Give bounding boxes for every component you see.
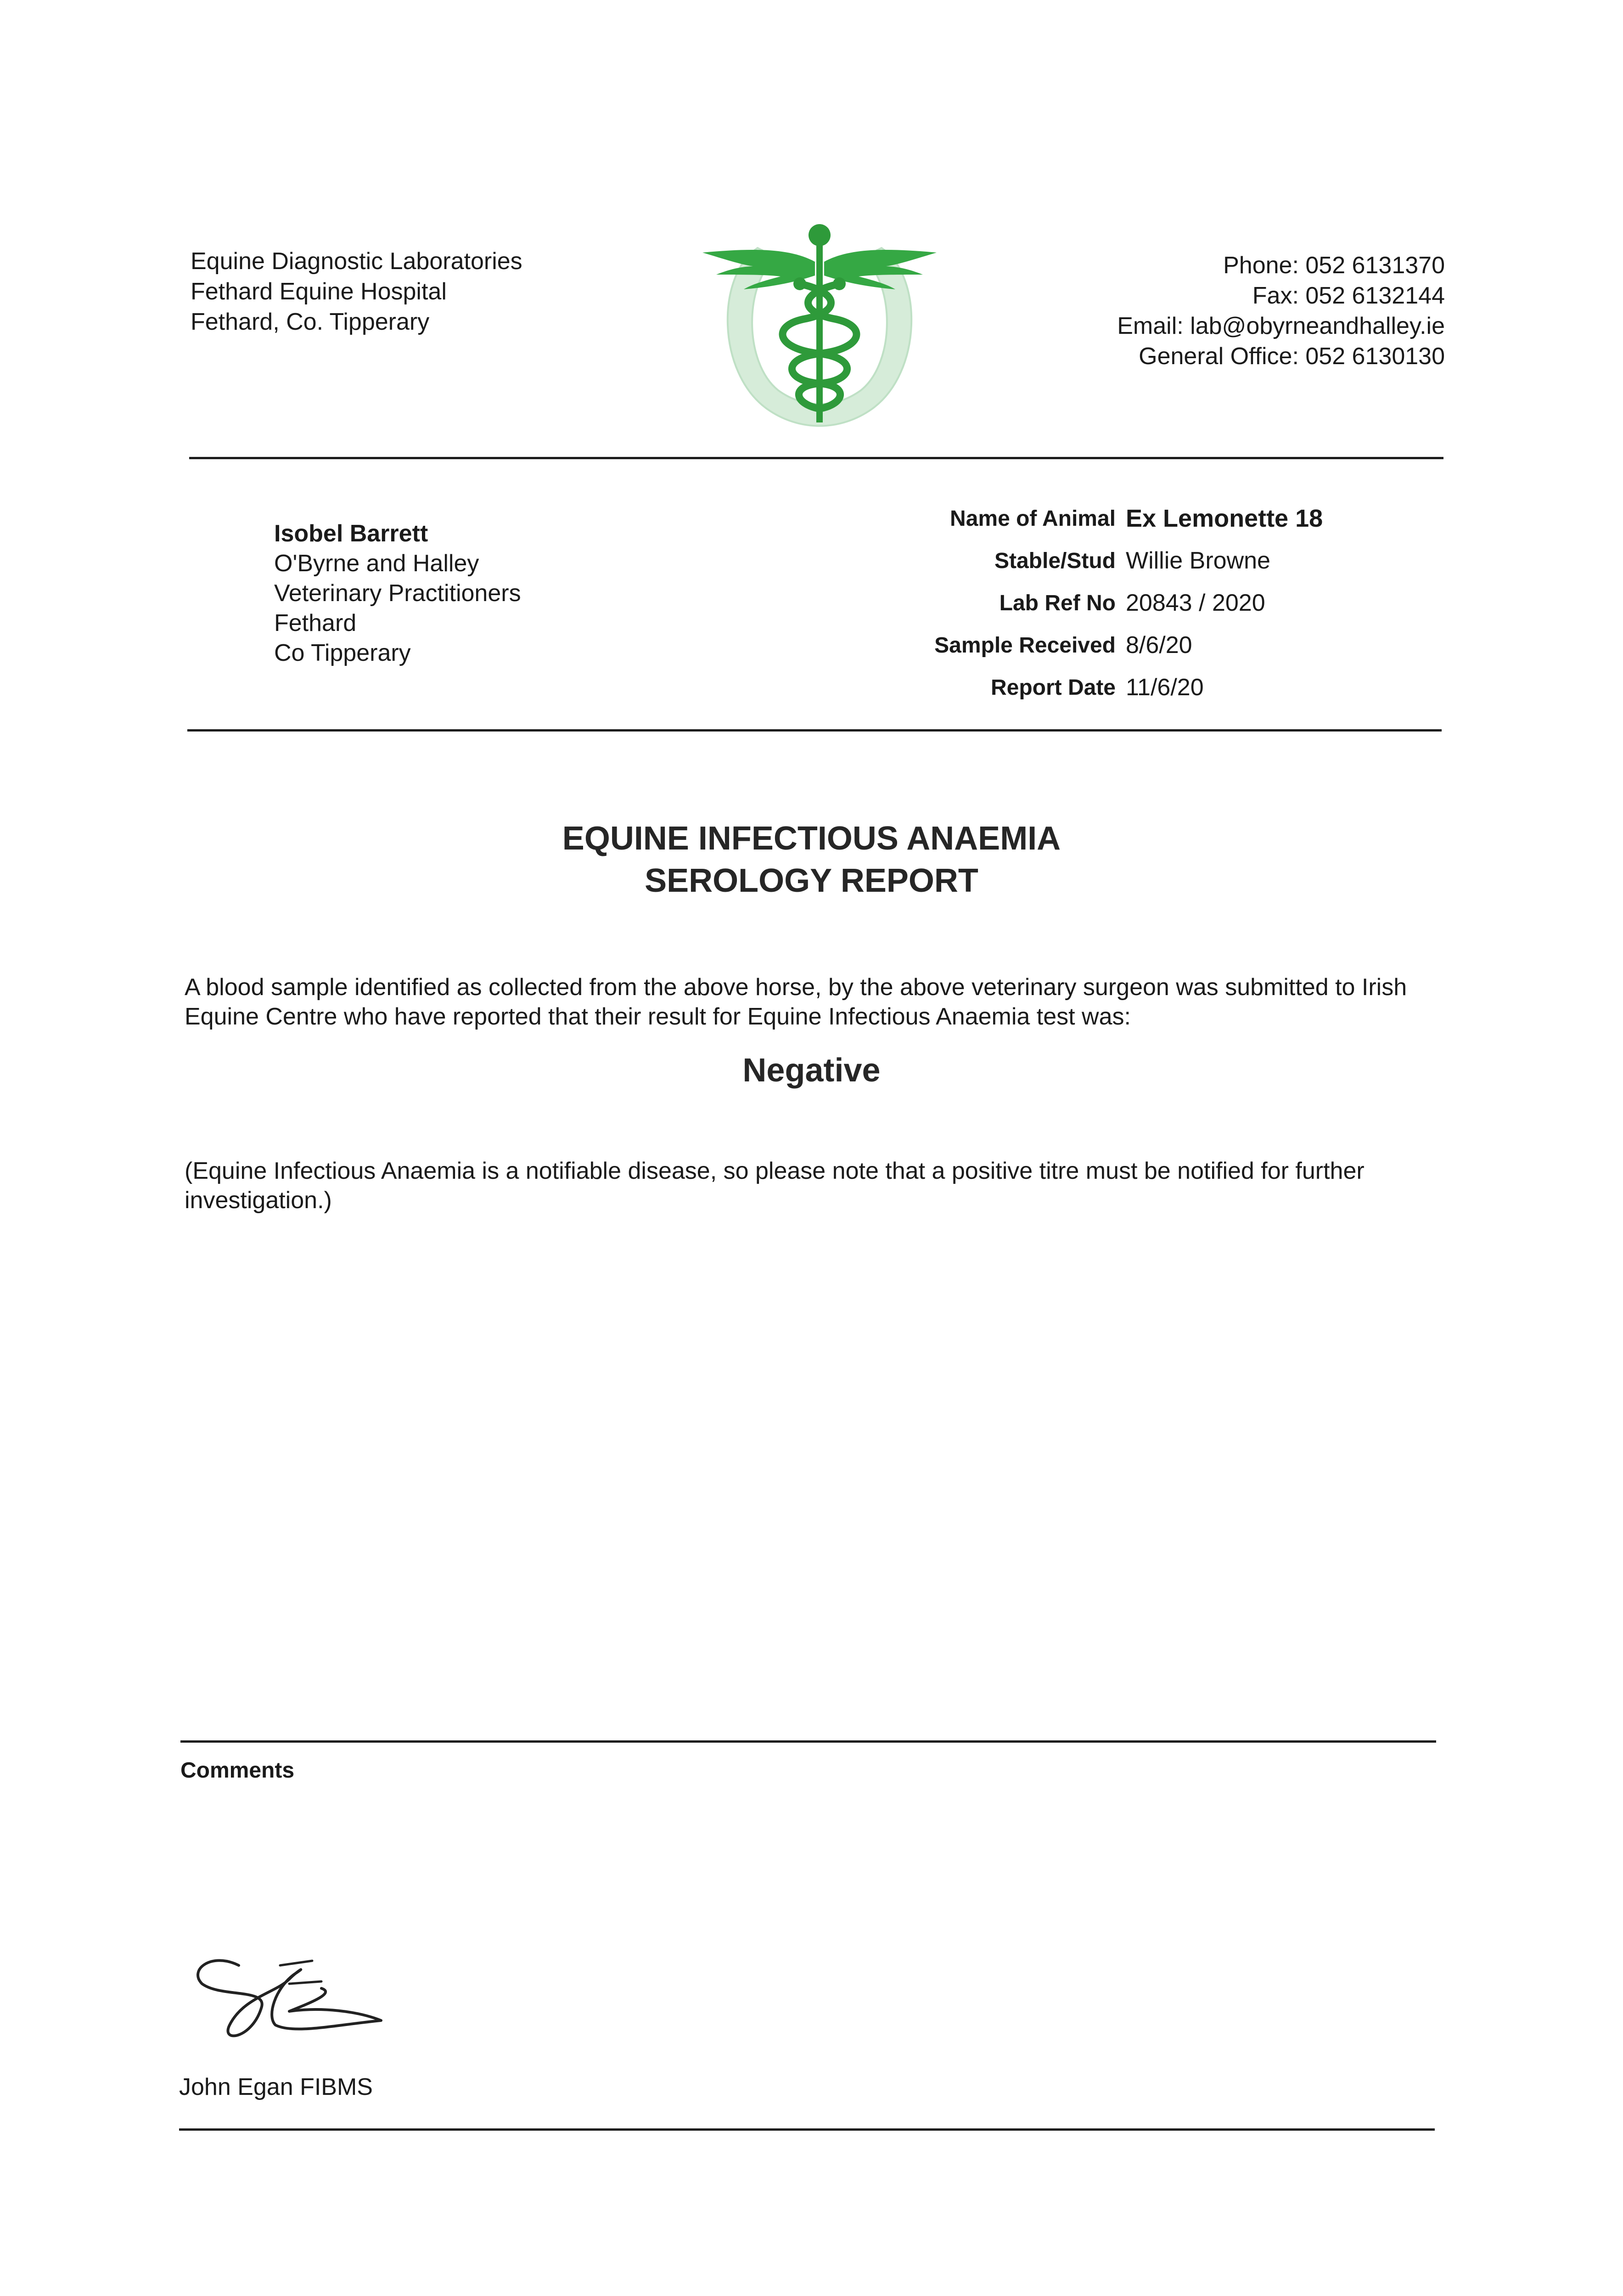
contact-block <box>1117 250 1445 371</box>
lab-address <box>191 246 522 337</box>
caduceus-logo-icon <box>698 220 941 432</box>
phone: Phone: 052 6131370 <box>1223 252 1445 279</box>
general-office: General Office: 052 6130130 <box>1139 343 1445 370</box>
field-value: 11/6/20 <box>1126 674 1204 701</box>
field-label: Sample Received <box>934 633 1116 658</box>
report-title-line2: SEROLOGY REPORT <box>645 862 978 899</box>
footer-divider <box>179 2128 1435 2131</box>
field-label: Stable/Stud <box>994 548 1116 573</box>
lab-hospital: Fethard Equine Hospital <box>191 278 447 305</box>
comments-label: Comments <box>180 1758 295 1783</box>
recipient-line: Co Tipperary <box>274 640 411 666</box>
field-label: Report Date <box>990 675 1116 700</box>
header-divider <box>189 457 1443 459</box>
lab-ref-row <box>886 582 1323 624</box>
comments-divider <box>180 1740 1436 1743</box>
field-label: Name of Animal <box>950 506 1116 531</box>
recipient-line: Fethard <box>274 610 357 636</box>
stable-row <box>886 540 1323 582</box>
recipient-line: Veterinary Practitioners <box>274 580 521 607</box>
report-title <box>0 817 1623 902</box>
email: Email: lab@obyrneandhalley.ie <box>1117 313 1445 339</box>
notifiable-note: (Equine Infectious Anaemia is a notifiable disease, so please note that a positive titre must be notified for further investigation.) <box>185 1158 1365 1214</box>
details-divider <box>187 729 1442 732</box>
test-result: Negative <box>742 1052 881 1089</box>
fax: Fax: 052 6132144 <box>1252 282 1445 309</box>
report-intro: A blood sample identified as collected from the above horse, by the above veterinary surgeon was submitted to Irish Equine Centre who have reported that their result for Equine Infectious Anaemia test was: <box>185 974 1407 1030</box>
field-value: Willie Browne <box>1126 547 1270 574</box>
field-label: Lab Ref No <box>999 591 1116 615</box>
signature-icon <box>184 1938 395 2048</box>
lab-name: Equine Diagnostic Laboratories <box>191 248 522 275</box>
field-value: 20843 / 2020 <box>1126 590 1265 616</box>
lab-town: Fethard, Co. Tipperary <box>191 309 430 335</box>
signer-name: John Egan FIBMS <box>179 2074 373 2100</box>
recipient-line: O'Byrne and Halley <box>274 550 479 577</box>
field-value: Ex Lemonette 18 <box>1126 505 1323 532</box>
animal-name-row <box>886 497 1323 540</box>
sample-received-row <box>886 624 1323 666</box>
report-title-line1: EQUINE INFECTIOUS ANAEMIA <box>562 820 1061 857</box>
report-date-row <box>886 666 1323 709</box>
animal-details <box>886 497 1323 709</box>
recipient-name: Isobel Barrett <box>274 520 428 547</box>
field-value: 8/6/20 <box>1126 632 1192 658</box>
recipient-address <box>274 519 521 668</box>
